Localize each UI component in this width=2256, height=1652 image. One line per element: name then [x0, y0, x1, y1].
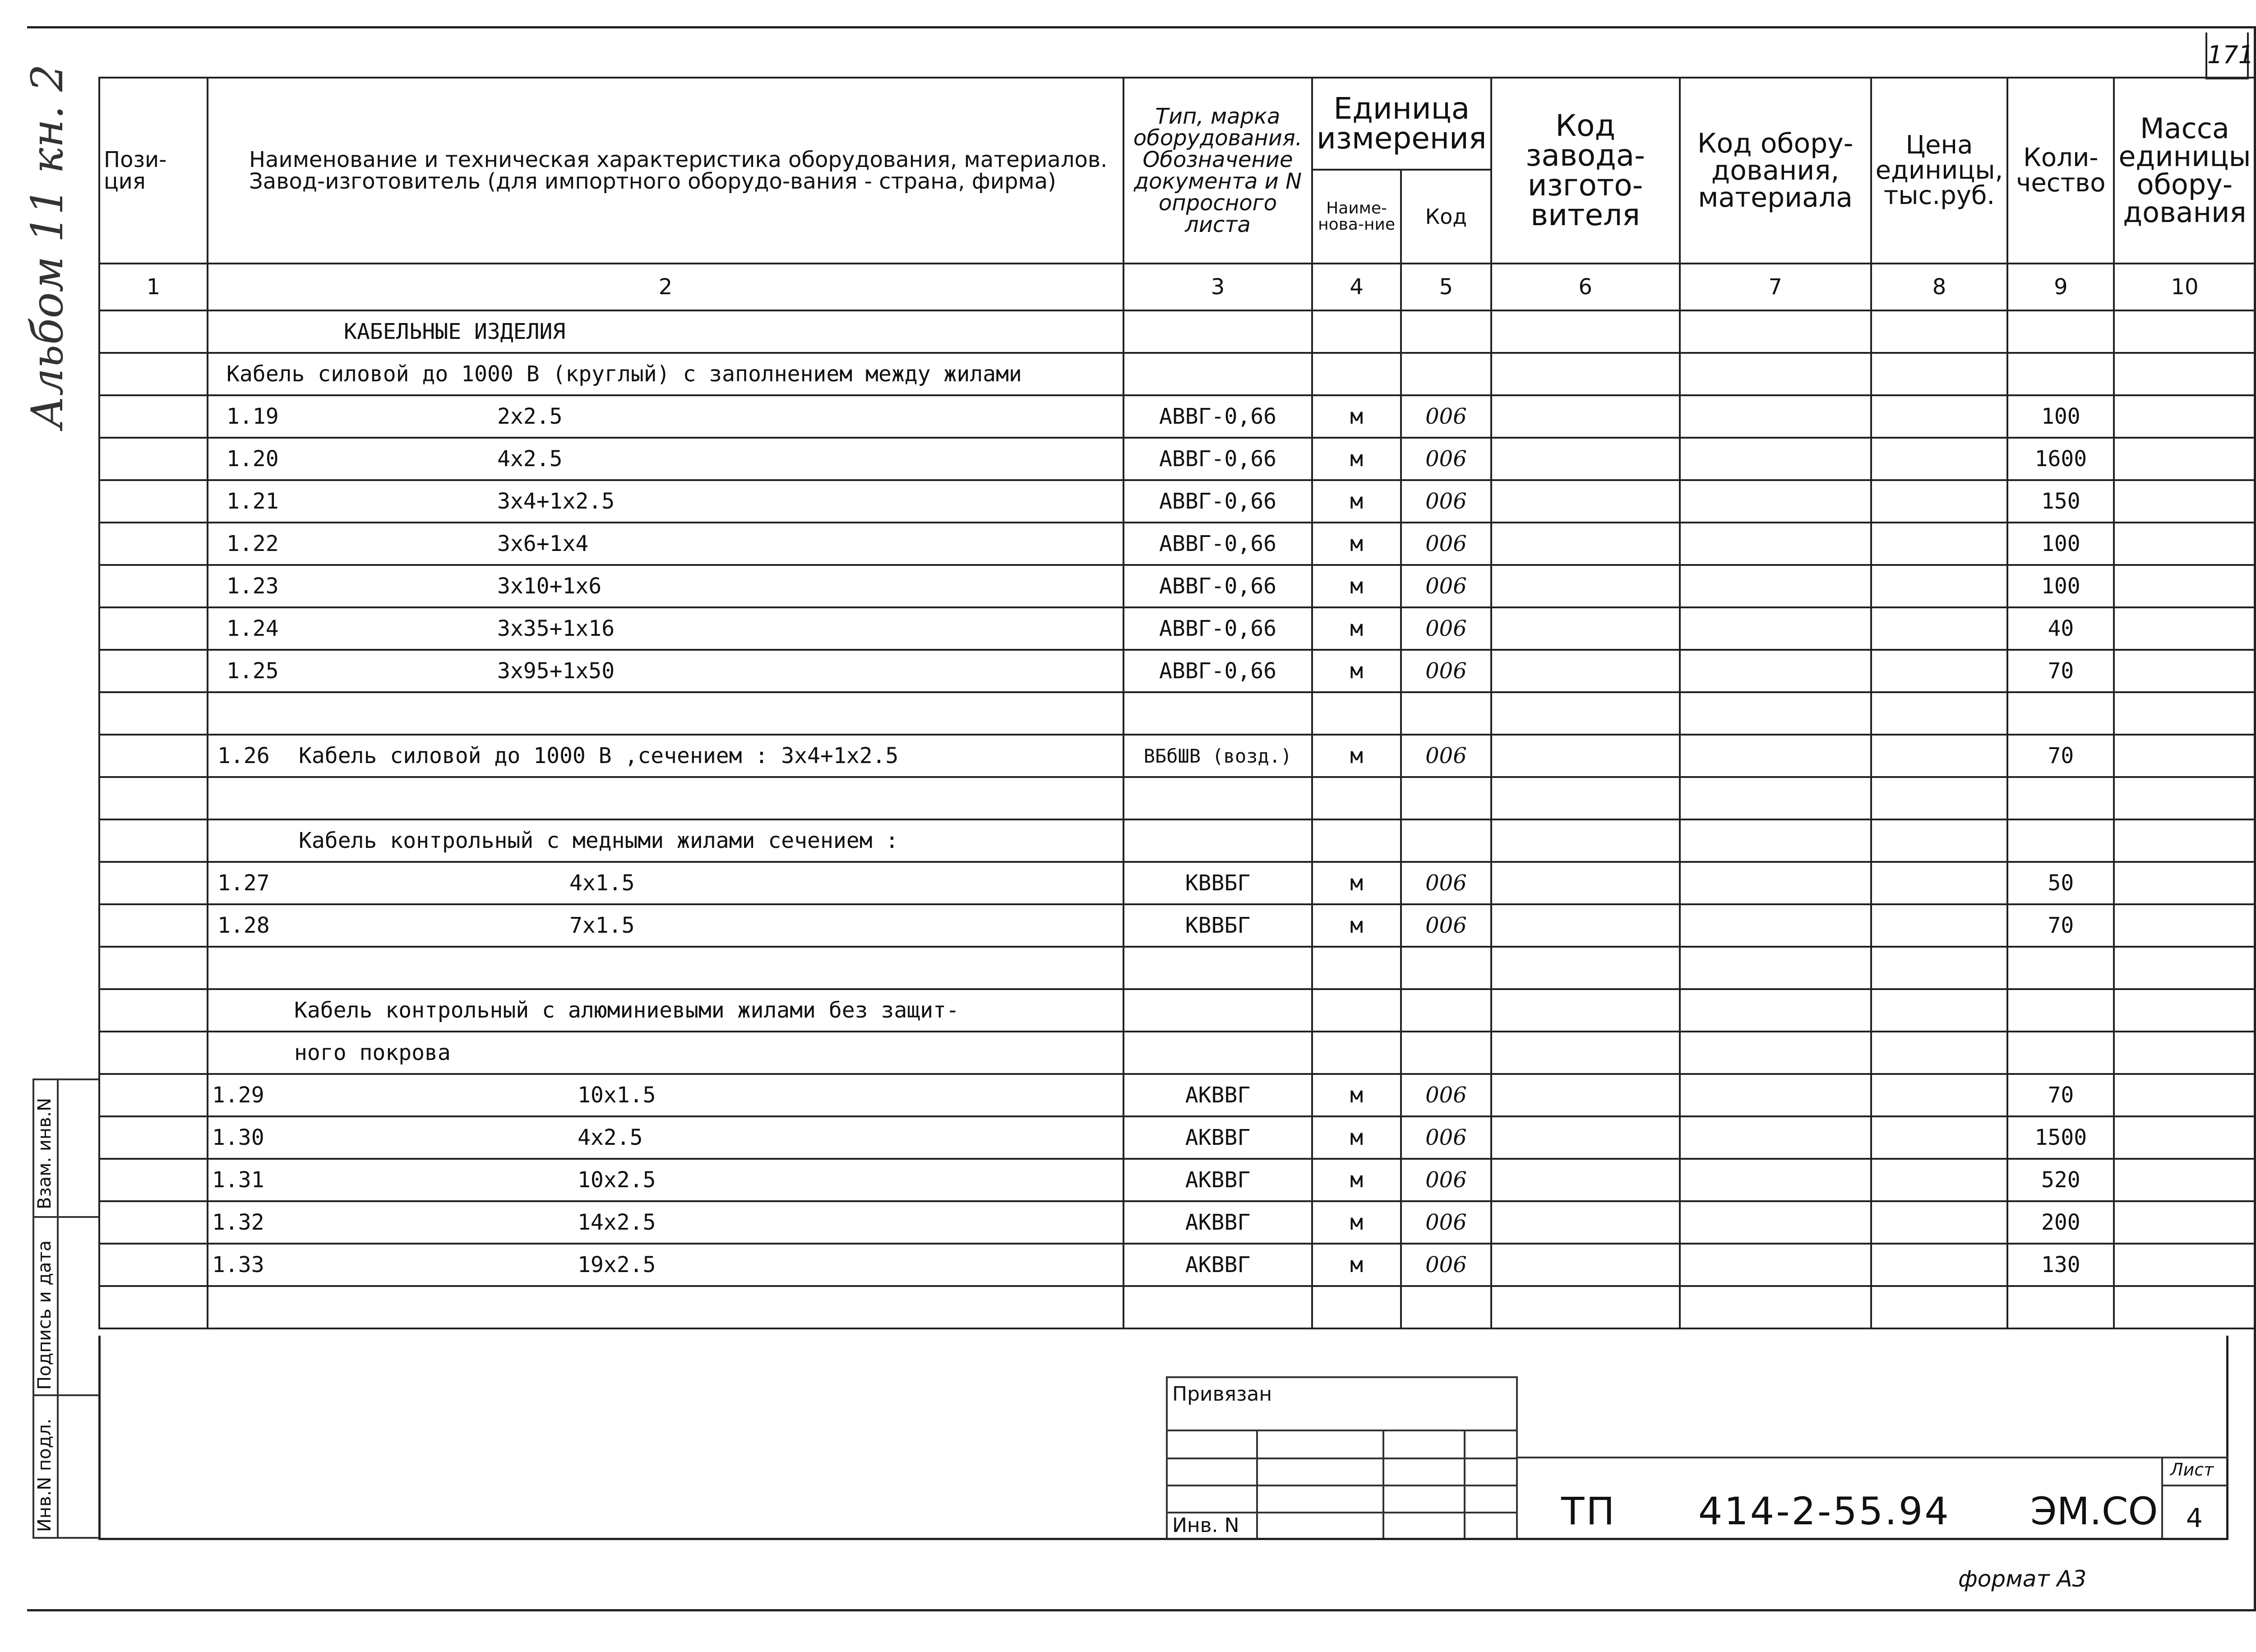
row-type: АВВГ-0,66	[1123, 565, 1312, 607]
row-description: 10х1.5	[578, 1083, 656, 1108]
row-type: КВВБГ	[1123, 862, 1312, 904]
empty-row	[99, 777, 2256, 819]
row-description: 3х10+1х6	[497, 574, 602, 599]
strip-label-replaced-inv: Взам. инв.N	[34, 1097, 55, 1209]
strip-label-signature-date: Подпись и дата	[34, 1240, 55, 1390]
row-code: 006	[1401, 650, 1491, 692]
row-unit: м	[1312, 395, 1401, 438]
album-note: Альбом 11 кн. 2	[22, 64, 73, 429]
table-row	[99, 904, 2256, 947]
row-quantity: 100	[2007, 565, 2114, 607]
stamp-list-divider	[2161, 1457, 2163, 1538]
row-type: КВВБГ	[1123, 904, 1312, 947]
row-unit: м	[1312, 735, 1401, 777]
row-quantity: 1600	[2007, 438, 2114, 480]
row-quantity: 520	[2007, 1159, 2114, 1201]
table-row	[99, 1201, 2256, 1244]
table-row	[99, 395, 2256, 438]
column-number: 3	[1123, 264, 1312, 310]
row-unit: м	[1312, 904, 1401, 947]
section-title: Кабель контрольный с медными жилами сечением :	[208, 819, 1123, 862]
sheet-number: 171	[2205, 32, 2249, 79]
row-position: 1.20	[227, 446, 279, 472]
header-name: Наименование и техническая характеристика оборудования, материалов. Завод-изготовитель (для импортного оборудо-вания - страна, фирма)	[208, 78, 1123, 264]
specification-table	[98, 77, 2256, 1329]
section-title-row	[99, 819, 2256, 862]
row-position: 1.26	[217, 743, 270, 768]
row-type: АВВГ-0,66	[1123, 438, 1312, 480]
row-code: 006	[1401, 862, 1491, 904]
row-code: 006	[1401, 904, 1491, 947]
section-title-row	[99, 1032, 2256, 1074]
row-unit: м	[1312, 480, 1401, 523]
row-quantity: 70	[2007, 735, 2114, 777]
row-quantity: 150	[2007, 480, 2114, 523]
frame-base-line	[98, 1538, 2228, 1540]
row-position: 1.19	[227, 404, 279, 429]
row-type: АКВВГ	[1123, 1244, 1312, 1286]
stamp-bound-label: Привязан	[1172, 1383, 1272, 1406]
header-mass: Масса единицы обору-дования	[2114, 78, 2255, 264]
frame-top-line	[27, 26, 2256, 28]
header-row	[99, 78, 2256, 170]
column-number-row	[99, 264, 2256, 310]
row-type: АВВГ-0,66	[1123, 607, 1312, 650]
row-position: 1.24	[227, 616, 279, 641]
column-number: 7	[1680, 264, 1871, 310]
row-description: 14х2.5	[578, 1210, 656, 1235]
row-unit: м	[1312, 862, 1401, 904]
row-unit: м	[1312, 1116, 1401, 1159]
row-quantity: 70	[2007, 904, 2114, 947]
header-plant-code: Код завода-изгото-вителя	[1491, 78, 1680, 264]
header-quantity: Коли-чество	[2007, 78, 2114, 264]
section-title: КАБЕЛЬНЫЕ ИЗДЕЛИЯ	[208, 310, 1123, 353]
section-title-continued: ного покрова	[208, 1032, 1123, 1074]
row-quantity: 130	[2007, 1244, 2114, 1286]
column-number: 5	[1401, 264, 1491, 310]
sheet-label: Лист	[2170, 1460, 2214, 1480]
row-unit: м	[1312, 438, 1401, 480]
row-unit: м	[1312, 523, 1401, 565]
document-suffix: ЭМ.СО	[2030, 1489, 2158, 1533]
document-code	[1561, 1489, 1951, 1533]
table-row	[99, 735, 2256, 777]
row-type: АКВВГ	[1123, 1116, 1312, 1159]
row-unit: м	[1312, 1244, 1401, 1286]
row-type: АВВГ-0,66	[1123, 395, 1312, 438]
row-quantity: 100	[2007, 523, 2114, 565]
row-type: АВВГ-0,66	[1123, 480, 1312, 523]
empty-row	[99, 692, 2256, 735]
header-type: Тип, марка оборудования. Обозначение документа и N опросного листа	[1123, 78, 1312, 264]
row-type: АКВВГ	[1123, 1159, 1312, 1201]
empty-row	[99, 947, 2256, 989]
row-type: АВВГ-0,66	[1123, 523, 1312, 565]
column-number: 6	[1491, 264, 1680, 310]
row-description: 19х2.5	[578, 1252, 656, 1277]
row-code: 006	[1401, 523, 1491, 565]
header-equipment-code: Код обору-дования, материала	[1680, 78, 1871, 264]
row-code: 006	[1401, 1201, 1491, 1244]
row-quantity: 70	[2007, 1074, 2114, 1116]
table-row	[99, 565, 2256, 607]
row-quantity: 100	[2007, 395, 2114, 438]
row-unit: м	[1312, 1074, 1401, 1116]
stamp-inv-label: Инв. N	[1172, 1514, 1239, 1537]
row-description: 10х2.5	[578, 1167, 656, 1193]
row-unit: м	[1312, 565, 1401, 607]
table-row	[99, 607, 2256, 650]
row-unit: м	[1312, 1159, 1401, 1201]
header-position: Пози-ция	[99, 78, 208, 264]
left-margin-strip	[32, 1078, 98, 1539]
row-type: АВВГ-0,66	[1123, 650, 1312, 692]
row-description: 4х2.5	[497, 446, 563, 472]
row-code: 006	[1401, 1244, 1491, 1286]
row-code: 006	[1401, 1116, 1491, 1159]
column-number: 1	[99, 264, 208, 310]
row-description: 2х2.5	[497, 404, 563, 429]
paper-format: формат А3	[1958, 1566, 2087, 1592]
row-unit: м	[1312, 607, 1401, 650]
title-block-stamp	[1166, 1376, 1518, 1538]
section-title: Кабель контрольный с алюминиевыми жилами без защит-	[208, 989, 1123, 1032]
row-position: 1.29	[212, 1083, 264, 1108]
table-row	[99, 1159, 2256, 1201]
row-position: 1.28	[217, 913, 270, 938]
row-code: 006	[1401, 1074, 1491, 1116]
row-code: 006	[1401, 480, 1491, 523]
row-quantity: 200	[2007, 1201, 2114, 1244]
table-row	[99, 1074, 2256, 1116]
row-code: 006	[1401, 607, 1491, 650]
column-number: 4	[1312, 264, 1401, 310]
row-description: 4х1.5	[569, 870, 635, 896]
frame-inner-right-line	[2226, 1336, 2228, 1540]
row-description: 3х4+1х2.5	[497, 489, 615, 514]
section-subtitle: Кабель силовой до 1000 В (круглый) с заполнением между жилами	[208, 353, 1123, 395]
header-unit-code: Код	[1401, 170, 1491, 264]
row-quantity: 50	[2007, 862, 2114, 904]
column-number: 2	[208, 264, 1123, 310]
empty-row	[99, 1286, 2256, 1328]
row-unit: м	[1312, 1201, 1401, 1244]
column-number: 9	[2007, 264, 2114, 310]
header-price: Цена единицы, тыс.руб.	[1871, 78, 2008, 264]
header-unit: Единица измерения	[1312, 78, 1491, 170]
row-position: 1.21	[227, 489, 279, 514]
row-position: 1.30	[212, 1125, 264, 1150]
row-quantity: 1500	[2007, 1116, 2114, 1159]
row-quantity: 70	[2007, 650, 2114, 692]
header-unit-name: Наиме-нова-ние	[1312, 170, 1401, 264]
row-type: АКВВГ	[1123, 1074, 1312, 1116]
row-type: АКВВГ	[1123, 1201, 1312, 1244]
row-position: 1.22	[227, 531, 279, 556]
document-number: 414-2-55.94	[1698, 1489, 1951, 1533]
sheet-index: 4	[2186, 1503, 2203, 1533]
row-position: 1.27	[217, 870, 270, 896]
table-row	[99, 650, 2256, 692]
frame-left-line	[98, 1336, 101, 1540]
column-number: 10	[2114, 264, 2255, 310]
document-prefix: ТП	[1561, 1489, 1617, 1533]
section-title-row	[99, 310, 2256, 353]
row-position: 1.25	[227, 658, 279, 684]
column-number: 8	[1871, 264, 2008, 310]
row-unit: м	[1312, 650, 1401, 692]
frame-bottom-line	[27, 1609, 2256, 1611]
row-description: 3х6+1х4	[497, 531, 589, 556]
row-position: 1.32	[212, 1210, 264, 1235]
row-description: 4х2.5	[578, 1125, 643, 1150]
section-title-row	[99, 989, 2256, 1032]
table-row	[99, 480, 2256, 523]
strip-label-inv-original: Инв.N подл.	[34, 1418, 55, 1532]
row-code: 006	[1401, 565, 1491, 607]
row-position: 1.33	[212, 1252, 264, 1277]
row-description: Кабель силовой до 1000 В ,сечением : 3х4+1х2.5	[299, 743, 899, 768]
row-code: 006	[1401, 735, 1491, 777]
stamp-top-line	[1518, 1457, 2228, 1458]
row-code: 006	[1401, 395, 1491, 438]
table-row	[99, 523, 2256, 565]
row-quantity: 40	[2007, 607, 2114, 650]
table-row	[99, 438, 2256, 480]
row-code: 006	[1401, 1159, 1491, 1201]
row-description: 3х95+1х50	[497, 658, 615, 684]
row-position: 1.23	[227, 574, 279, 599]
stamp-list-line	[2161, 1485, 2228, 1486]
table-row	[99, 1116, 2256, 1159]
table-row	[99, 1244, 2256, 1286]
table-row	[99, 862, 2256, 904]
row-description: 3х35+1х16	[497, 616, 615, 641]
row-type: ВБбШВ (возд.)	[1123, 735, 1312, 777]
section-subtitle-row	[99, 353, 2256, 395]
row-code: 006	[1401, 438, 1491, 480]
row-description: 7х1.5	[569, 913, 635, 938]
row-position: 1.31	[212, 1167, 264, 1193]
